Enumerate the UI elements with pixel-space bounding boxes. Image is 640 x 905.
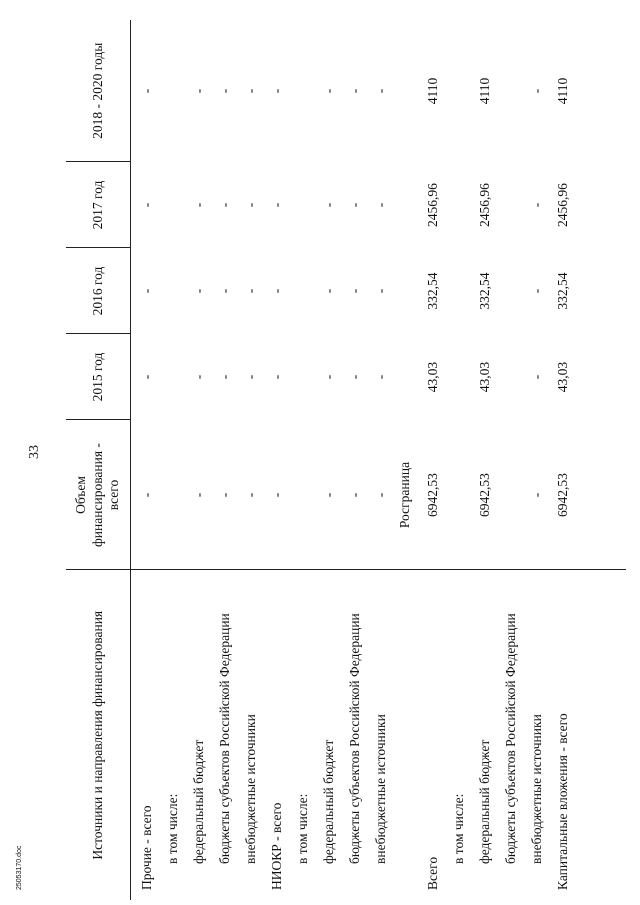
- cell-2018-2020: -: [243, 88, 258, 94]
- table-row: [319, 20, 345, 900]
- cell-2015: 43,03: [425, 361, 440, 393]
- cell-2017: [163, 162, 189, 248]
- cell-total: -: [139, 492, 154, 498]
- table-row: [163, 20, 189, 900]
- cell-2017: -: [321, 202, 336, 208]
- header-total: Объем финансирования - всего: [66, 420, 131, 570]
- section-heading-row: [397, 20, 423, 900]
- cell-2015: -: [321, 374, 336, 380]
- row-label: внебюджетные источники: [373, 714, 388, 864]
- cell-2016: -: [217, 288, 232, 294]
- table-row: [293, 20, 319, 900]
- cell-2015: -: [191, 374, 206, 380]
- cell-total: -: [529, 492, 544, 498]
- cell-total: -: [347, 492, 362, 498]
- cell-2015: [449, 334, 475, 420]
- cell-total: [449, 420, 475, 570]
- row-label: федеральный бюджет: [191, 739, 206, 864]
- cell-2015: -: [529, 374, 544, 380]
- cell-2017: -: [191, 202, 206, 208]
- cell-2016: 332,54: [477, 272, 492, 310]
- cell-2018-2020: -: [321, 88, 336, 94]
- cell-2017: -: [269, 202, 284, 208]
- header-2015: 2015 год: [66, 334, 131, 420]
- header-2018-2020: 2018 - 2020 годы: [66, 20, 131, 162]
- row-label: федеральный бюджет: [477, 739, 492, 864]
- cell-2015: 43,03: [555, 361, 570, 393]
- table-row: [241, 20, 267, 900]
- cell-2015: 43,03: [477, 361, 492, 393]
- cell-2016: -: [321, 288, 336, 294]
- cell-2018-2020: -: [217, 88, 232, 94]
- cell-2017: -: [243, 202, 258, 208]
- cell-2018-2020: 4110: [555, 77, 570, 105]
- cell-2015: [293, 334, 319, 420]
- table-row: [267, 20, 293, 900]
- cell-2017: -: [529, 202, 544, 208]
- table-row: [501, 20, 527, 900]
- cell-2015: -: [373, 374, 388, 380]
- cell-2018-2020: -: [191, 88, 206, 94]
- table-row: [475, 20, 501, 900]
- cell-2017: [293, 162, 319, 248]
- page-number: 33: [27, 445, 42, 459]
- row-label: бюджеты субъектов Российской Федерации: [217, 613, 232, 864]
- cell-2015: -: [347, 374, 362, 380]
- table-row: [449, 20, 475, 900]
- row-label: бюджеты субъектов Российской Федерации: [503, 613, 518, 864]
- cell-2015: [501, 334, 527, 420]
- row-label: Капитальные вложения - всего: [555, 713, 570, 890]
- table-row: [345, 20, 371, 900]
- cell-total: 6942,53: [555, 473, 570, 517]
- cell-2017: 2456,96: [477, 183, 492, 227]
- column-divider: [118, 569, 626, 570]
- header-row: [66, 20, 131, 900]
- cell-total: 6942,53: [425, 473, 440, 517]
- row-label: внебюджетные источники: [529, 714, 544, 864]
- cell-2015: [163, 334, 189, 420]
- cell-2018-2020: 4110: [477, 77, 492, 105]
- cell-total: -: [373, 492, 388, 498]
- cell-2016: -: [529, 288, 544, 294]
- row-label: в том числе:: [165, 793, 180, 864]
- cell-2017: [501, 162, 527, 248]
- table-row: [423, 20, 449, 900]
- cell-total: -: [321, 492, 336, 498]
- cell-2018-2020: [501, 20, 527, 162]
- cell-2016: -: [269, 288, 284, 294]
- cell-2016: [501, 248, 527, 334]
- cell-total: 6942,53: [477, 473, 492, 517]
- cell-2018-2020: [449, 20, 475, 162]
- table-row: [553, 20, 579, 900]
- section-heading: Росграница: [397, 461, 412, 529]
- cell-total: [163, 420, 189, 570]
- cell-2015: -: [217, 374, 232, 380]
- cell-2016: -: [191, 288, 206, 294]
- row-label: внебюджетные источники: [243, 714, 258, 864]
- cell-2016: 332,54: [555, 272, 570, 310]
- cell-2018-2020: -: [529, 88, 544, 94]
- cell-2018-2020: -: [139, 88, 154, 94]
- row-label: Всего: [425, 856, 440, 890]
- cell-2015: -: [269, 374, 284, 380]
- row-label: бюджеты субъектов Российской Федерации: [347, 613, 362, 864]
- cell-2017: -: [139, 202, 154, 208]
- cell-2016: [163, 248, 189, 334]
- cell-2015: -: [243, 374, 258, 380]
- cell-2018-2020: [163, 20, 189, 162]
- table-row: [131, 20, 164, 900]
- cell-2017: -: [347, 202, 362, 208]
- row-label: в том числе:: [295, 793, 310, 864]
- financing-table: [66, 20, 579, 900]
- cell-total: [293, 420, 319, 570]
- cell-total: -: [269, 492, 284, 498]
- footer-document-ref: 25053170.doc: [16, 845, 23, 890]
- table-row: [371, 20, 397, 900]
- header-sources: Источники и направления финансирования: [66, 570, 131, 900]
- cell-total: -: [191, 492, 206, 498]
- financing-table-sheet: [66, 20, 626, 900]
- table-row: [189, 20, 215, 900]
- cell-2016: [449, 248, 475, 334]
- cell-2018-2020: -: [347, 88, 362, 94]
- cell-total: [501, 420, 527, 570]
- cell-2018-2020: -: [373, 88, 388, 94]
- cell-total: -: [243, 492, 258, 498]
- cell-2017: 2456,96: [425, 183, 440, 227]
- cell-2016: -: [139, 288, 154, 294]
- cell-2016: -: [347, 288, 362, 294]
- table-row: [527, 20, 553, 900]
- header-2016: 2016 год: [66, 248, 131, 334]
- cell-2018-2020: [293, 20, 319, 162]
- cell-2016: -: [373, 288, 388, 294]
- row-label: федеральный бюджет: [321, 739, 336, 864]
- cell-2017: -: [217, 202, 232, 208]
- row-label: НИОКР - всего: [269, 802, 284, 890]
- row-label: Прочие - всего: [139, 805, 154, 890]
- cell-total: -: [217, 492, 232, 498]
- cell-2017: -: [373, 202, 388, 208]
- header-2017: 2017 год: [66, 162, 131, 248]
- cell-2016: [293, 248, 319, 334]
- cell-2015: -: [139, 374, 154, 380]
- cell-2016: -: [243, 288, 258, 294]
- cell-2017: [449, 162, 475, 248]
- cell-2018-2020: -: [269, 88, 284, 94]
- cell-2017: 2456,96: [555, 183, 570, 227]
- table-row: [215, 20, 241, 900]
- row-label: в том числе:: [451, 793, 466, 864]
- cell-2016: 332,54: [425, 272, 440, 310]
- cell-2018-2020: 4110: [425, 77, 440, 105]
